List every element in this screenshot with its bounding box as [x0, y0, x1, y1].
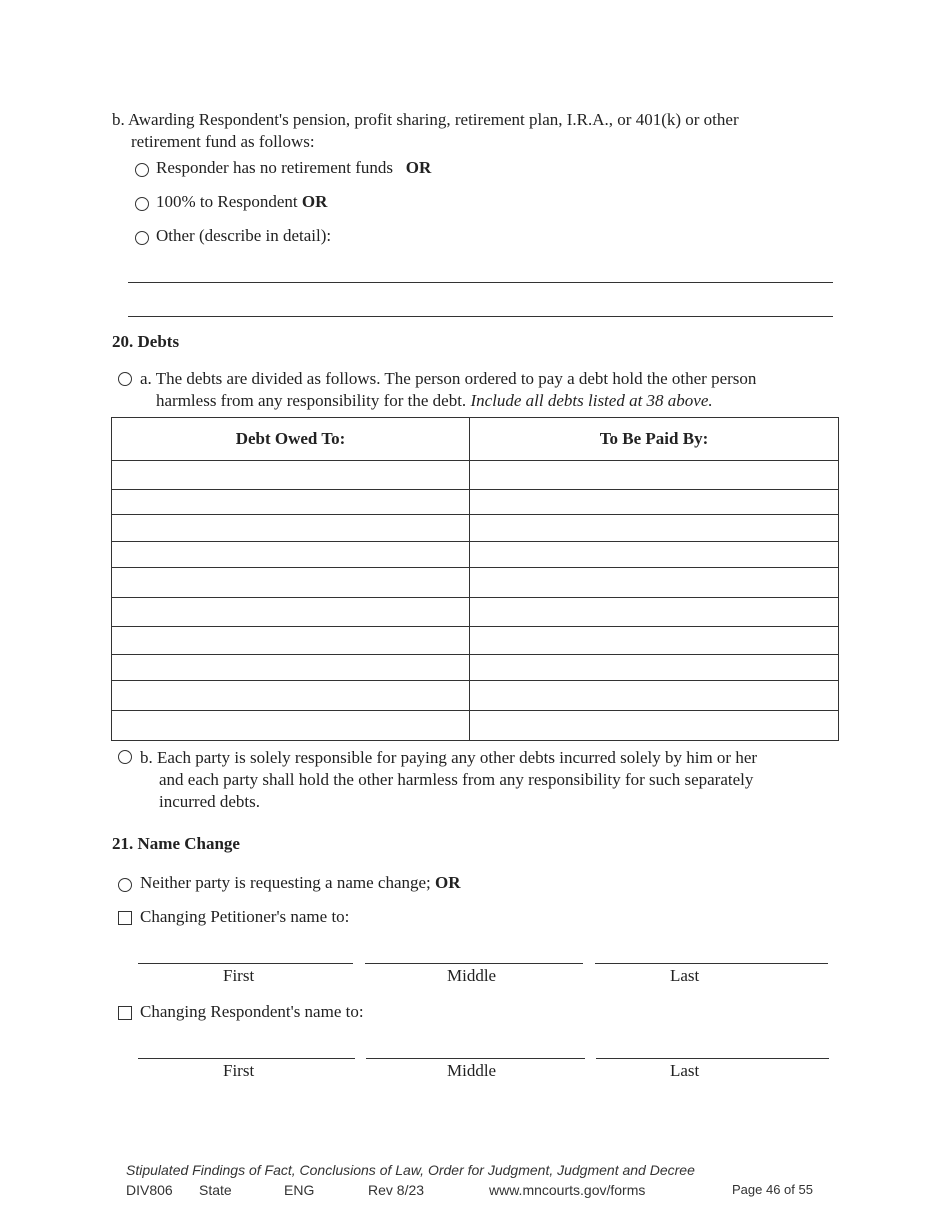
- checkbox-petitioner-name-change[interactable]: [118, 911, 132, 925]
- section-21-title: 21. Name Change: [112, 834, 240, 853]
- option-other-describe: Other (describe in detail):: [156, 226, 332, 245]
- debt-owed-cell[interactable]: [112, 461, 470, 490]
- option-petitioner-name-change: Changing Petitioner's name to:: [140, 907, 350, 926]
- table-row: [112, 542, 839, 568]
- petitioner-last-label: Last: [670, 966, 700, 985]
- petitioner-first-label: First: [223, 966, 255, 985]
- radio-other-describe[interactable]: [135, 231, 149, 245]
- debts-b-line1: b. Each party is solely responsible for paying any other debts incurred solely by him or her: [140, 748, 758, 767]
- col-to-be-paid-by: To Be Paid By:: [470, 418, 839, 461]
- option-no-name-change: Neither party is requesting a name change; OR: [140, 873, 461, 892]
- option-no-retirement-funds: Responder has no retirement funds OR: [156, 158, 432, 177]
- paid-by-cell[interactable]: [470, 711, 839, 741]
- option-respondent-name-change: Changing Respondent's name to:: [140, 1002, 364, 1021]
- petitioner-middle-name-line[interactable]: [365, 963, 583, 964]
- footer-language: ENG: [284, 1182, 315, 1198]
- retirement-heading-line2: retirement fund as follows:: [131, 132, 315, 151]
- respondent-last-name-line[interactable]: [596, 1058, 829, 1059]
- debts-b-line2: and each party shall hold the other harmless from any responsibility for such separately: [159, 770, 754, 789]
- other-describe-line-2[interactable]: [128, 316, 833, 317]
- debt-owed-cell[interactable]: [112, 655, 470, 681]
- debt-owed-cell[interactable]: [112, 515, 470, 542]
- footer-revision: Rev 8/23: [368, 1182, 425, 1198]
- table-row: [112, 461, 839, 490]
- radio-separate-debts[interactable]: [118, 750, 132, 764]
- respondent-last-label: Last: [670, 1061, 700, 1080]
- other-describe-line-1[interactable]: [128, 282, 833, 283]
- section-20-title: 20. Debts: [112, 332, 180, 351]
- respondent-first-label: First: [223, 1061, 255, 1080]
- respondent-first-name-line[interactable]: [138, 1058, 355, 1059]
- checkbox-respondent-name-change[interactable]: [118, 1006, 132, 1020]
- table-row: [112, 627, 839, 655]
- paid-by-cell[interactable]: [470, 655, 839, 681]
- radio-no-name-change[interactable]: [118, 878, 132, 892]
- table-row: [112, 681, 839, 711]
- paid-by-cell[interactable]: [470, 542, 839, 568]
- radio-debts-divided[interactable]: [118, 372, 132, 386]
- paid-by-cell[interactable]: [470, 515, 839, 542]
- paid-by-cell[interactable]: [470, 627, 839, 655]
- table-row: [112, 711, 839, 741]
- footer-document-title: Stipulated Findings of Fact, Conclusions of Law, Order for Judgment, Judgment and Decree: [126, 1162, 695, 1178]
- debt-owed-cell[interactable]: [112, 568, 470, 598]
- respondent-middle-label: Middle: [447, 1061, 497, 1080]
- debts-a-line2: harmless from any responsibility for the debt. Include all debts listed at 38 above.: [156, 391, 713, 410]
- debts-b-line3: incurred debts.: [159, 792, 261, 811]
- footer-form-number: DIV806: [126, 1182, 173, 1198]
- debts-table: [111, 417, 839, 741]
- footer-url[interactable]: www.mncourts.gov/forms: [489, 1182, 646, 1198]
- footer-jurisdiction: State: [199, 1182, 232, 1198]
- radio-100-to-respondent[interactable]: [135, 197, 149, 211]
- paid-by-cell[interactable]: [470, 598, 839, 627]
- retirement-heading-line1: b. Awarding Respondent's pension, profit sharing, retirement plan, I.R.A., or 401(k) or other: [112, 110, 739, 129]
- petitioner-middle-label: Middle: [447, 966, 497, 985]
- paid-by-cell[interactable]: [470, 490, 839, 515]
- petitioner-last-name-line[interactable]: [595, 963, 828, 964]
- col-debt-owed-to: Debt Owed To:: [112, 418, 470, 461]
- paid-by-cell[interactable]: [470, 461, 839, 490]
- debts-a-line1: a. The debts are divided as follows. The person ordered to pay a debt hold the other person: [140, 369, 757, 388]
- debt-owed-cell[interactable]: [112, 711, 470, 741]
- table-row: [112, 490, 839, 515]
- footer-page-number: Page 46 of 55: [732, 1182, 813, 1197]
- debt-owed-cell[interactable]: [112, 542, 470, 568]
- respondent-middle-name-line[interactable]: [366, 1058, 585, 1059]
- paid-by-cell[interactable]: [470, 568, 839, 598]
- table-row: [112, 598, 839, 627]
- paid-by-cell[interactable]: [470, 681, 839, 711]
- radio-no-retirement-funds[interactable]: [135, 163, 149, 177]
- debt-owed-cell[interactable]: [112, 598, 470, 627]
- debt-owed-cell[interactable]: [112, 490, 470, 515]
- table-row: [112, 655, 839, 681]
- table-row: [112, 568, 839, 598]
- option-100-to-respondent: 100% to Respondent OR: [156, 192, 328, 211]
- debt-owed-cell[interactable]: [112, 681, 470, 711]
- petitioner-first-name-line[interactable]: [138, 963, 353, 964]
- table-row: [112, 515, 839, 542]
- debt-owed-cell[interactable]: [112, 627, 470, 655]
